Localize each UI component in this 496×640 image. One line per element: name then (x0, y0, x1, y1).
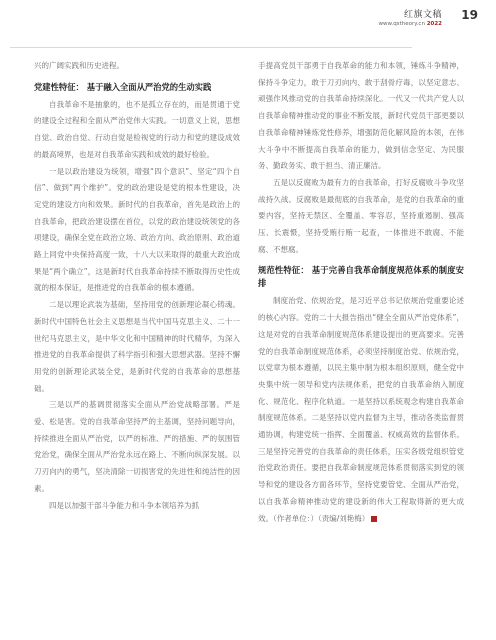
section-heading-text: 基于融入全面从严治党的生动实践 (86, 81, 212, 92)
paragraph: 二是以理论武装为基础，坚持用党的创新理论凝心铸魂。新时代中国特色社会主义思想是当代中国马克思主义、二十一世纪马克思主义，是中华文化和中国精神的时代精华，为深入推进党的自我革命提供了科学指引和强大思想武器。坚持不懈用党的创新理论武装全党，是新时代党的自我革命的思想基础。 (34, 300, 240, 393)
paragraph: 兴的广阔实践和历史进程。 (34, 61, 124, 70)
paragraph: 四是以加强干部斗争能力和斗争本领培养为抓 (49, 500, 199, 510)
paragraph: 一是以政治建设为统领，增强“四个意识”、坚定“四个自信”、做到“两个维护”。党的政治建设是党的根本性建设，决定党的建设方向和效果。新时代的自我革命，首先是政治上的自我革命，把政治建设摆在首位，以党的政治建设统领党的各项建设，确保全党在政治立场、政治方向、政治原则、政治道路上同党中央保持高度一致，十八大以来取得的最重大政治成果是“两个确立”，这是新时代自我革命持续不断取得历史性成就的根本保证，是推进党的自我革命的根本遵循。 (34, 166, 240, 293)
url-prefix: www.qstheory.cn (378, 21, 425, 27)
right-column (258, 58, 464, 527)
paragraph (258, 293, 464, 527)
section-heading (258, 264, 464, 290)
section-heading (34, 81, 240, 94)
paragraph: 自我革命不是抽象的，也不是孤立存在的，而是贯通于党的建设全过程和全面从严治党伟大实践。一切意义上说，思想自觉、政治自觉、行动自觉是检视党的行动力和党的建设成效的最高境界，也是对自我革命实践和成效的最好检验。 (34, 99, 240, 159)
paragraph-text: 制度治党、依规治党，是习近平总书记依规治党重要论述的核心内容。党的二十大报告指出“健全全面从严治党体系”，这是对党的自我革命制度规范体系建设提出的更高要求。完善党的自我革命制度规范体系，必须坚持制度治党、依规治党，以党章为根本遵循，以民主集中制为根本组织原则，健全党中央集中统一领导和党内法规体系，把党的自我革命纳入制度化、规范化、程序化轨道。一是坚持以系统观念构建自我革命制度规范体系。二是坚持以党内监督为主导，推动各类监督贯通协调，构建党统一指挥、全面覆盖、权威高效的监督体系。三是坚持完善党的自我革命的责任体系，压实各级党组织管党治党政治责任。要把自我革命制度规范体系贯彻落实到党的领导和党的建设各方面各环节，坚持党要管党、全面从严治党，以自我革命精神推动党的建设新的伟大工程取得新的更大成效。（作者单位：） (258, 296, 464, 523)
left-column (34, 58, 240, 514)
page-number: 19 (461, 8, 478, 22)
paragraph: 手提高党员干部勇于自我革命的能力和本领，锤炼斗争精神，保持斗争定力，敢于刀刃向内、敢于刮骨疗毒，以坚定意志、顽强作风推动党的自我革命持续深化。一代又一代共产党人以自我革命精神推动党的事业不断发展，新时代党员干部更要以自我革命精神锤炼党性修养，增强防范化解风险的本领，在伟大斗争中不断提高自我革命的能力，做到信念坚定、为民服务、勤政务实、敢于担当、清正廉洁。 (258, 61, 464, 171)
section-heading-label: 党建性特征： (34, 81, 84, 92)
section-heading-text: 基于完善自我革命制度规范体系的制度安排 (258, 265, 464, 289)
url-year: 2022 (426, 21, 442, 27)
header-divider (10, 47, 412, 48)
signature: （责编/刘艳梅） (318, 513, 370, 523)
magazine-name: 红旗文稿 (403, 10, 442, 20)
section-heading-label: 规范性特征： (258, 265, 309, 276)
paragraph: 三是以严的基调贯彻落实全面从严治党战略部署。严是爱、松是害。党的自我革命坚持严的主基调，坚持问题导向，持续推进全面从严治党，以严的标准、严的措施、严的氛围管党治党，确保全面从严治党永远在路上、不断向纵深发展。以刀刃向内的勇气，坚决清除一切损害党的先进性和纯洁性的因素。 (34, 400, 240, 493)
paragraph: 五是以反腐败为最有力的自我革命，打好反腐败斗争攻坚战持久战。反腐败是最彻底的自我革命，是党的自我革命的重要内容，坚持无禁区、全覆盖、零容忍，坚持重遏制、强高压、长震慑，坚持受贿行贿一起查，一体推进不敢腐、不能腐、不想腐。 (258, 177, 464, 254)
header (346, 4, 486, 44)
magazine-url (378, 21, 442, 27)
end-mark-icon (371, 516, 377, 522)
